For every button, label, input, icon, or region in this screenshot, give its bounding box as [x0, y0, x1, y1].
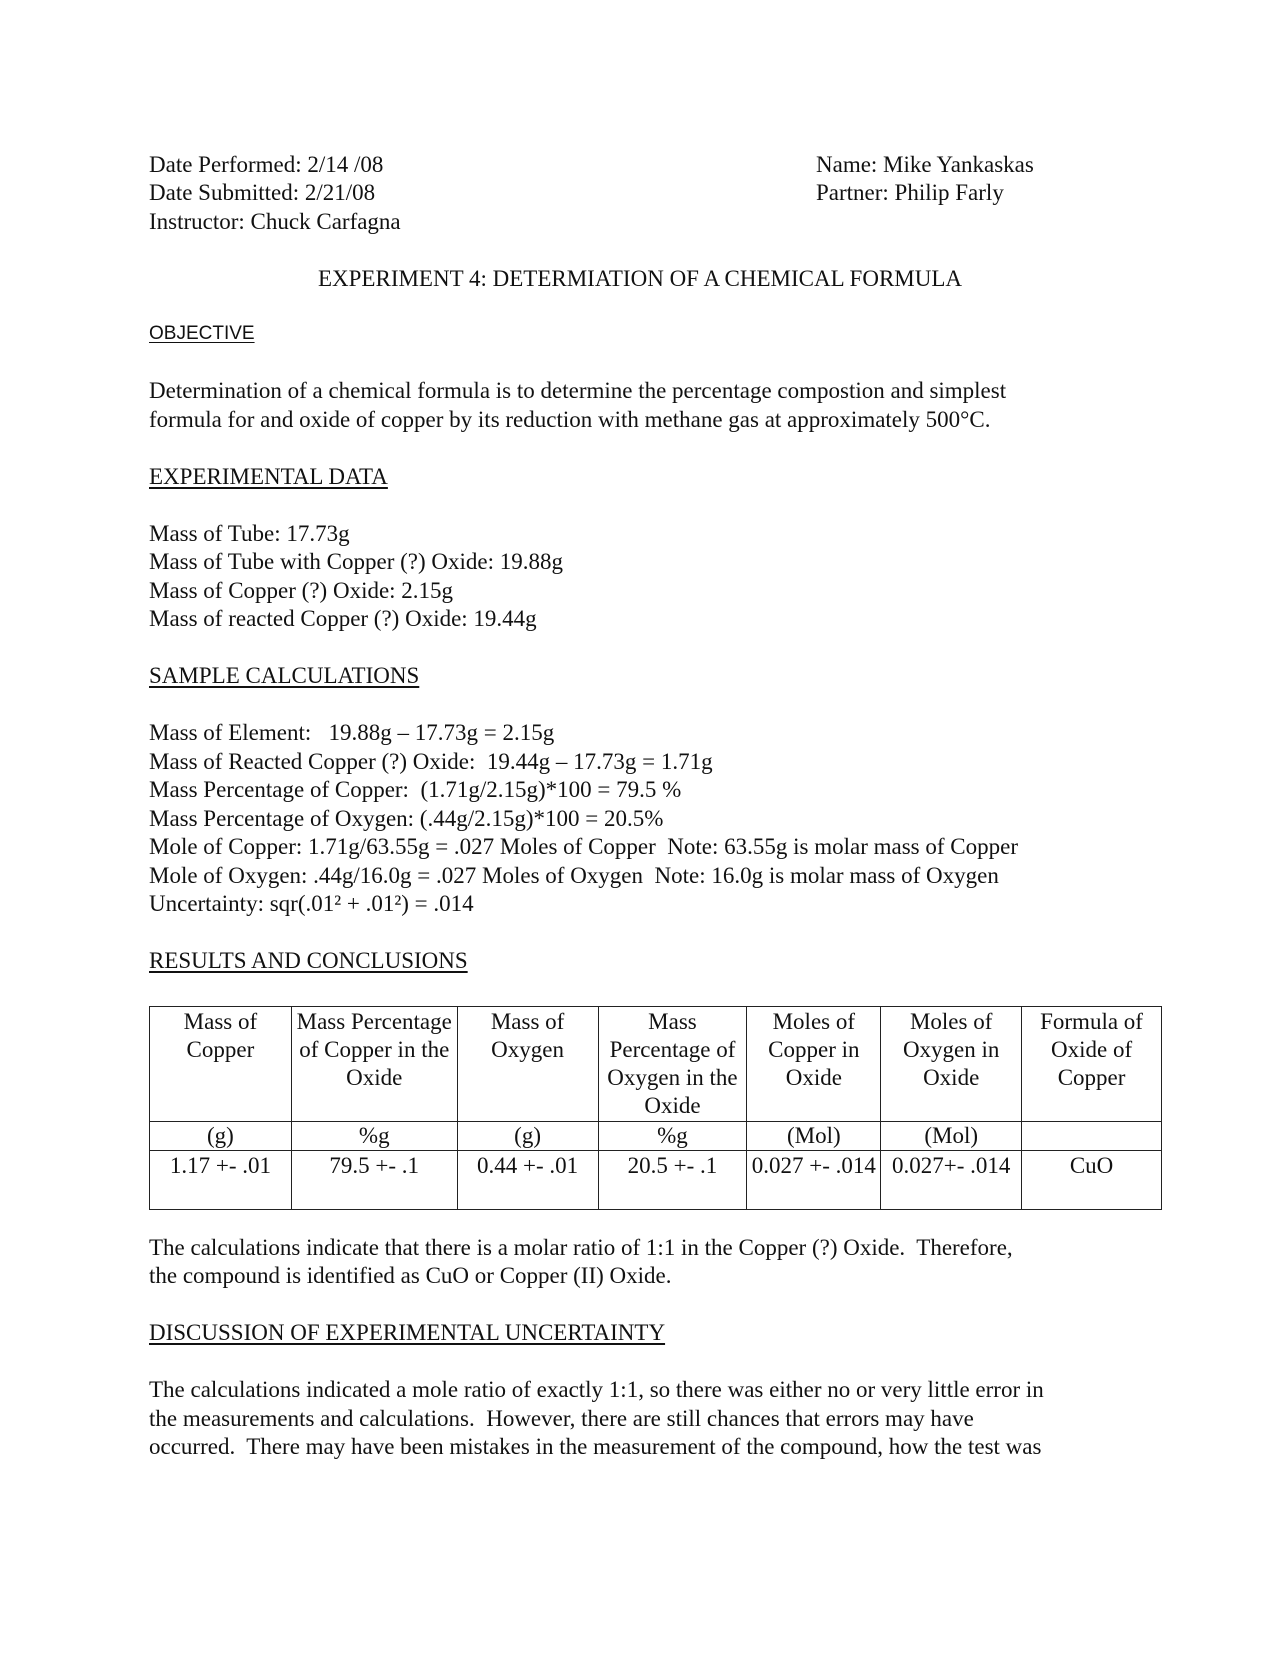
results-heading: RESULTS AND CONCLUSIONS	[149, 948, 468, 973]
discussion-line: occurred. There may have been mistakes in the measurement of the compound, how the test was	[149, 1434, 1042, 1459]
table-header-cell: Mass of Copper	[150, 1007, 292, 1122]
table-unit-cell: (Mol)	[881, 1122, 1022, 1151]
table-header-cell: Moles of Oxygen in Oxide	[881, 1007, 1022, 1122]
table-unit-cell: (g)	[457, 1122, 598, 1151]
table-unit-cell: (g)	[150, 1122, 292, 1151]
objective-line: formula for and oxide of copper by its reduction with methane gas at approximately 500°C.	[149, 407, 991, 432]
calc-line: Mass of Element: 19.88g – 17.73g = 2.15g	[149, 720, 555, 745]
table-header-cell: Formula of Oxide of Copper	[1022, 1007, 1162, 1122]
table-unit-cell	[1022, 1122, 1162, 1151]
objective-line: Determination of a chemical formula is to determine the percentage compostion and simplest	[149, 378, 1007, 403]
calc-line: Mass Percentage of Oxygen: (.44g/2.15g)*100 = 20.5%	[149, 806, 664, 831]
table-units-row	[150, 1122, 1162, 1151]
calc-line: Uncertainty: sqr(.01² + .01²) = .014	[149, 891, 474, 916]
calc-line: Mass of Reacted Copper (?) Oxide: 19.44g – 17.73g = 1.71g	[149, 749, 713, 774]
discussion-line: the measurements and calculations. However, there are still chances that errors may have	[149, 1406, 974, 1431]
calc-line: Mole of Oxygen: .44g/16.0g = .027 Moles of Oxygen Note: 16.0g is molar mass of Oxygen	[149, 863, 999, 888]
table-cell: 20.5 +- .1	[598, 1151, 747, 1210]
data-line: Mass of Tube with Copper (?) Oxide: 19.88g	[149, 549, 563, 574]
table-cell: 0.027+- .014	[881, 1151, 1022, 1210]
sample-calculations-heading: SAMPLE CALCULATIONS	[149, 663, 420, 688]
discussion-line: The calculations indicated a mole ratio of exactly 1:1, so there was either no or very little error in	[149, 1377, 1044, 1402]
data-line: Mass of Copper (?) Oxide: 2.15g	[149, 578, 454, 603]
calc-line: Mass Percentage of Copper: (1.71g/2.15g)*100 = 79.5 %	[149, 777, 682, 802]
table-unit-cell: %g	[291, 1122, 457, 1151]
date-submitted: Date Submitted: 2/21/08	[149, 180, 376, 205]
table-header-cell: Moles of Copper in Oxide	[747, 1007, 881, 1122]
conclusion-line: The calculations indicate that there is a molar ratio of 1:1 in the Copper (?) Oxide. Therefore,	[149, 1235, 1013, 1260]
instructor: Instructor: Chuck Carfagna	[149, 209, 401, 234]
data-line: Mass of reacted Copper (?) Oxide: 19.44g	[149, 606, 537, 631]
page-title: EXPERIMENT 4: DETERMIATION OF A CHEMICAL FORMULA	[317, 266, 963, 291]
table-header-cell: Mass of Oxygen	[457, 1007, 598, 1122]
table-cell: 1.17 +- .01	[150, 1151, 292, 1210]
table-header-row	[150, 1007, 1162, 1122]
table-unit-cell: %g	[598, 1122, 747, 1151]
table-cell: 0.027 +- .014	[747, 1151, 881, 1210]
table-cell: CuO	[1022, 1151, 1162, 1210]
table-header-cell: Mass Percentage of Copper in the Oxide	[291, 1007, 457, 1122]
calc-line: Mole of Copper: 1.71g/63.55g = .027 Moles of Copper Note: 63.55g is molar mass of Copper	[149, 834, 1018, 859]
partner-name: Partner: Philip Farly	[816, 180, 1004, 205]
conclusion-line: the compound is identified as CuO or Copper (II) Oxide.	[149, 1263, 672, 1288]
objective-heading: OBJECTIVE	[149, 323, 255, 344]
results-table	[149, 1006, 1162, 1210]
experimental-data-heading: EXPERIMENTAL DATA	[149, 464, 388, 489]
discussion-heading: DISCUSSION OF EXPERIMENTAL UNCERTAINTY	[149, 1320, 666, 1345]
table-cell: 0.44 +- .01	[457, 1151, 598, 1210]
table-header-cell: Mass Percentage of Oxygen in the Oxide	[598, 1007, 747, 1122]
data-line: Mass of Tube: 17.73g	[149, 521, 350, 546]
student-name: Name: Mike Yankaskas	[816, 152, 1034, 177]
date-performed: Date Performed: 2/14 /08	[149, 152, 384, 177]
table-cell: 79.5 +- .1	[291, 1151, 457, 1210]
table-row	[150, 1151, 1162, 1210]
table-unit-cell: (Mol)	[747, 1122, 881, 1151]
